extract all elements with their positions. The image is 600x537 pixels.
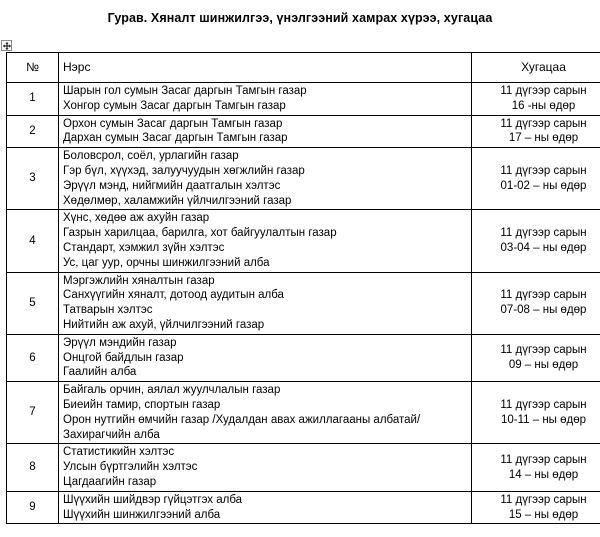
row-time-cell[interactable] <box>472 334 600 381</box>
row-number-cell[interactable]: 9 <box>7 491 59 524</box>
row-names-cell[interactable] <box>59 272 472 334</box>
table-move-handle[interactable] <box>1 40 12 51</box>
header-name[interactable]: Нэрс <box>59 53 472 83</box>
org-name: Ус, цаг уур, орчны шинжилгээний алба <box>63 256 270 269</box>
org-name: Татварын хэлтэс <box>63 304 153 317</box>
time-line: 10-11 – ны өдөр <box>500 413 587 426</box>
table-row <box>7 444 600 491</box>
org-name: Цагдаагийн газар <box>63 475 157 488</box>
org-name: Гаалийн алба <box>63 366 137 379</box>
time-line: 01-02 – ны өдөр <box>500 179 587 192</box>
row-number-cell[interactable]: 2 <box>7 115 59 148</box>
row-time-cell[interactable] <box>472 444 600 491</box>
row-time-cell[interactable] <box>472 272 600 334</box>
time-line: 15 – ны өдөр <box>508 508 579 521</box>
org-name: Шүүхийн шийдвэр гүйцэтгэх алба <box>63 493 243 506</box>
row-names-cell[interactable] <box>59 148 472 210</box>
row-names-cell[interactable] <box>59 115 472 148</box>
time-line: 17 – ны өдөр <box>508 132 579 145</box>
org-name: Боловсрол, соёл, урлагийн газар <box>63 150 239 163</box>
time-line: 16 -ны өдөр <box>511 99 576 112</box>
org-name: Статистикийн хэлтэс <box>63 446 175 459</box>
org-name: Биеийн тамир, спортын газар <box>63 398 221 411</box>
four-arrow-move-icon <box>3 42 11 50</box>
row-time-cell[interactable] <box>472 210 600 272</box>
header-duration[interactable]: Хугацаа <box>472 53 600 83</box>
row-time-cell[interactable] <box>472 148 600 210</box>
time-line: 11 дүгээр сарын <box>500 493 587 506</box>
org-name: Санхүүгийн хяналт, дотоод аудитын алба <box>63 289 284 302</box>
table-row <box>7 115 600 148</box>
row-number-cell[interactable]: 7 <box>7 382 59 444</box>
org-name: Эрүүл мэнд, нийгмийн даатгалын хэлтэс <box>63 179 281 192</box>
time-line: 07-08 – ны өдөр <box>500 304 587 317</box>
time-line: 11 дүгээр сарын <box>500 453 587 466</box>
org-name: Мэргэжлийн хяналтын газар <box>63 274 215 287</box>
org-name: Захирагчийн алба <box>63 428 160 441</box>
time-line: 11 дүгээр сарын <box>500 117 587 130</box>
row-time-cell[interactable] <box>472 83 600 116</box>
row-names-cell[interactable] <box>59 382 472 444</box>
time-line: 11 дүгээр сарын <box>500 289 587 302</box>
row-number-cell[interactable]: 5 <box>7 272 59 334</box>
row-names-cell[interactable] <box>59 491 472 524</box>
time-line: 11 дүгээр сарын <box>500 398 587 411</box>
row-time-cell[interactable] <box>472 115 600 148</box>
table-row <box>7 148 600 210</box>
row-number-cell[interactable]: 4 <box>7 210 59 272</box>
time-line: 11 дүгээр сарын <box>500 164 587 177</box>
schedule-table <box>6 52 600 524</box>
org-name: Стандарт, хэмжил зүйн хэлтэс <box>63 241 225 254</box>
row-number-cell[interactable]: 8 <box>7 444 59 491</box>
page-title: Гурав. Хяналт шинжилгээ, үнэлгээний хамрах хүрээ, хугацаа <box>107 11 493 25</box>
row-names-cell[interactable] <box>59 334 472 381</box>
header-number[interactable]: № <box>7 53 59 83</box>
row-names-cell[interactable] <box>59 83 472 116</box>
row-number-cell[interactable]: 6 <box>7 334 59 381</box>
table-row <box>7 382 600 444</box>
org-name: Онцгой байдлын газар <box>63 351 184 364</box>
time-line: 14 – ны өдөр <box>508 468 579 481</box>
org-name: Хөдөлмөр, халамжийн үйлчилгээний газар <box>63 194 292 207</box>
table-row <box>7 83 600 116</box>
org-name: Гэр бүл, хүүхэд, залуучуудын хөгжлийн газар <box>63 164 305 177</box>
row-names-cell[interactable] <box>59 210 472 272</box>
row-time-cell[interactable] <box>472 382 600 444</box>
table-row <box>7 272 600 334</box>
org-name: Орхон сумын Засаг даргын Тамгын газар <box>63 117 283 130</box>
time-line: 11 дүгээр сарын <box>500 344 587 357</box>
row-number-cell[interactable]: 3 <box>7 148 59 210</box>
table-header-row <box>7 53 600 83</box>
org-name: Шүүхийн шинжилгээний алба <box>63 508 221 521</box>
org-name: Нийтийн аж ахуй, үйлчилгээний газар <box>63 318 265 331</box>
org-name: Эрүүл мэндийн газар <box>63 336 177 349</box>
table-row <box>7 491 600 524</box>
org-name: Хүнс, хөдөө аж ахуйн газар <box>63 212 210 225</box>
table-row <box>7 210 600 272</box>
time-line: 11 дүгээр сарын <box>500 85 587 97</box>
row-number-cell[interactable]: 1 <box>7 83 59 116</box>
org-name: Хонгор сумын Засаг даргын Тамгын газар <box>63 99 286 112</box>
org-name: Байгаль орчин, аялал жуулчлалын газар <box>63 384 281 397</box>
time-line: 03-04 – ны өдөр <box>500 241 587 254</box>
table-row <box>7 334 600 381</box>
schedule-table-container <box>6 52 600 524</box>
org-name: Газрын харилцаа, барилга, хот байгуулалтын газар <box>63 227 337 240</box>
org-name: Орон нутгийн өмчийн газар /Худалдан авах ажиллагааны албатай/ <box>63 413 421 426</box>
row-names-cell[interactable] <box>59 444 472 491</box>
time-line: 11 дүгээр сарын <box>500 227 587 240</box>
time-line: 09 – ны өдөр <box>508 358 579 371</box>
org-name: Улсын бүртгэлийн хэлтэс <box>63 461 198 474</box>
org-name: Шарын гол сумын Засаг даргын Тамгын газар <box>63 85 307 97</box>
org-name: Дархан сумын Засаг даргын Тамгын газар <box>63 132 288 145</box>
row-time-cell[interactable] <box>472 491 600 524</box>
